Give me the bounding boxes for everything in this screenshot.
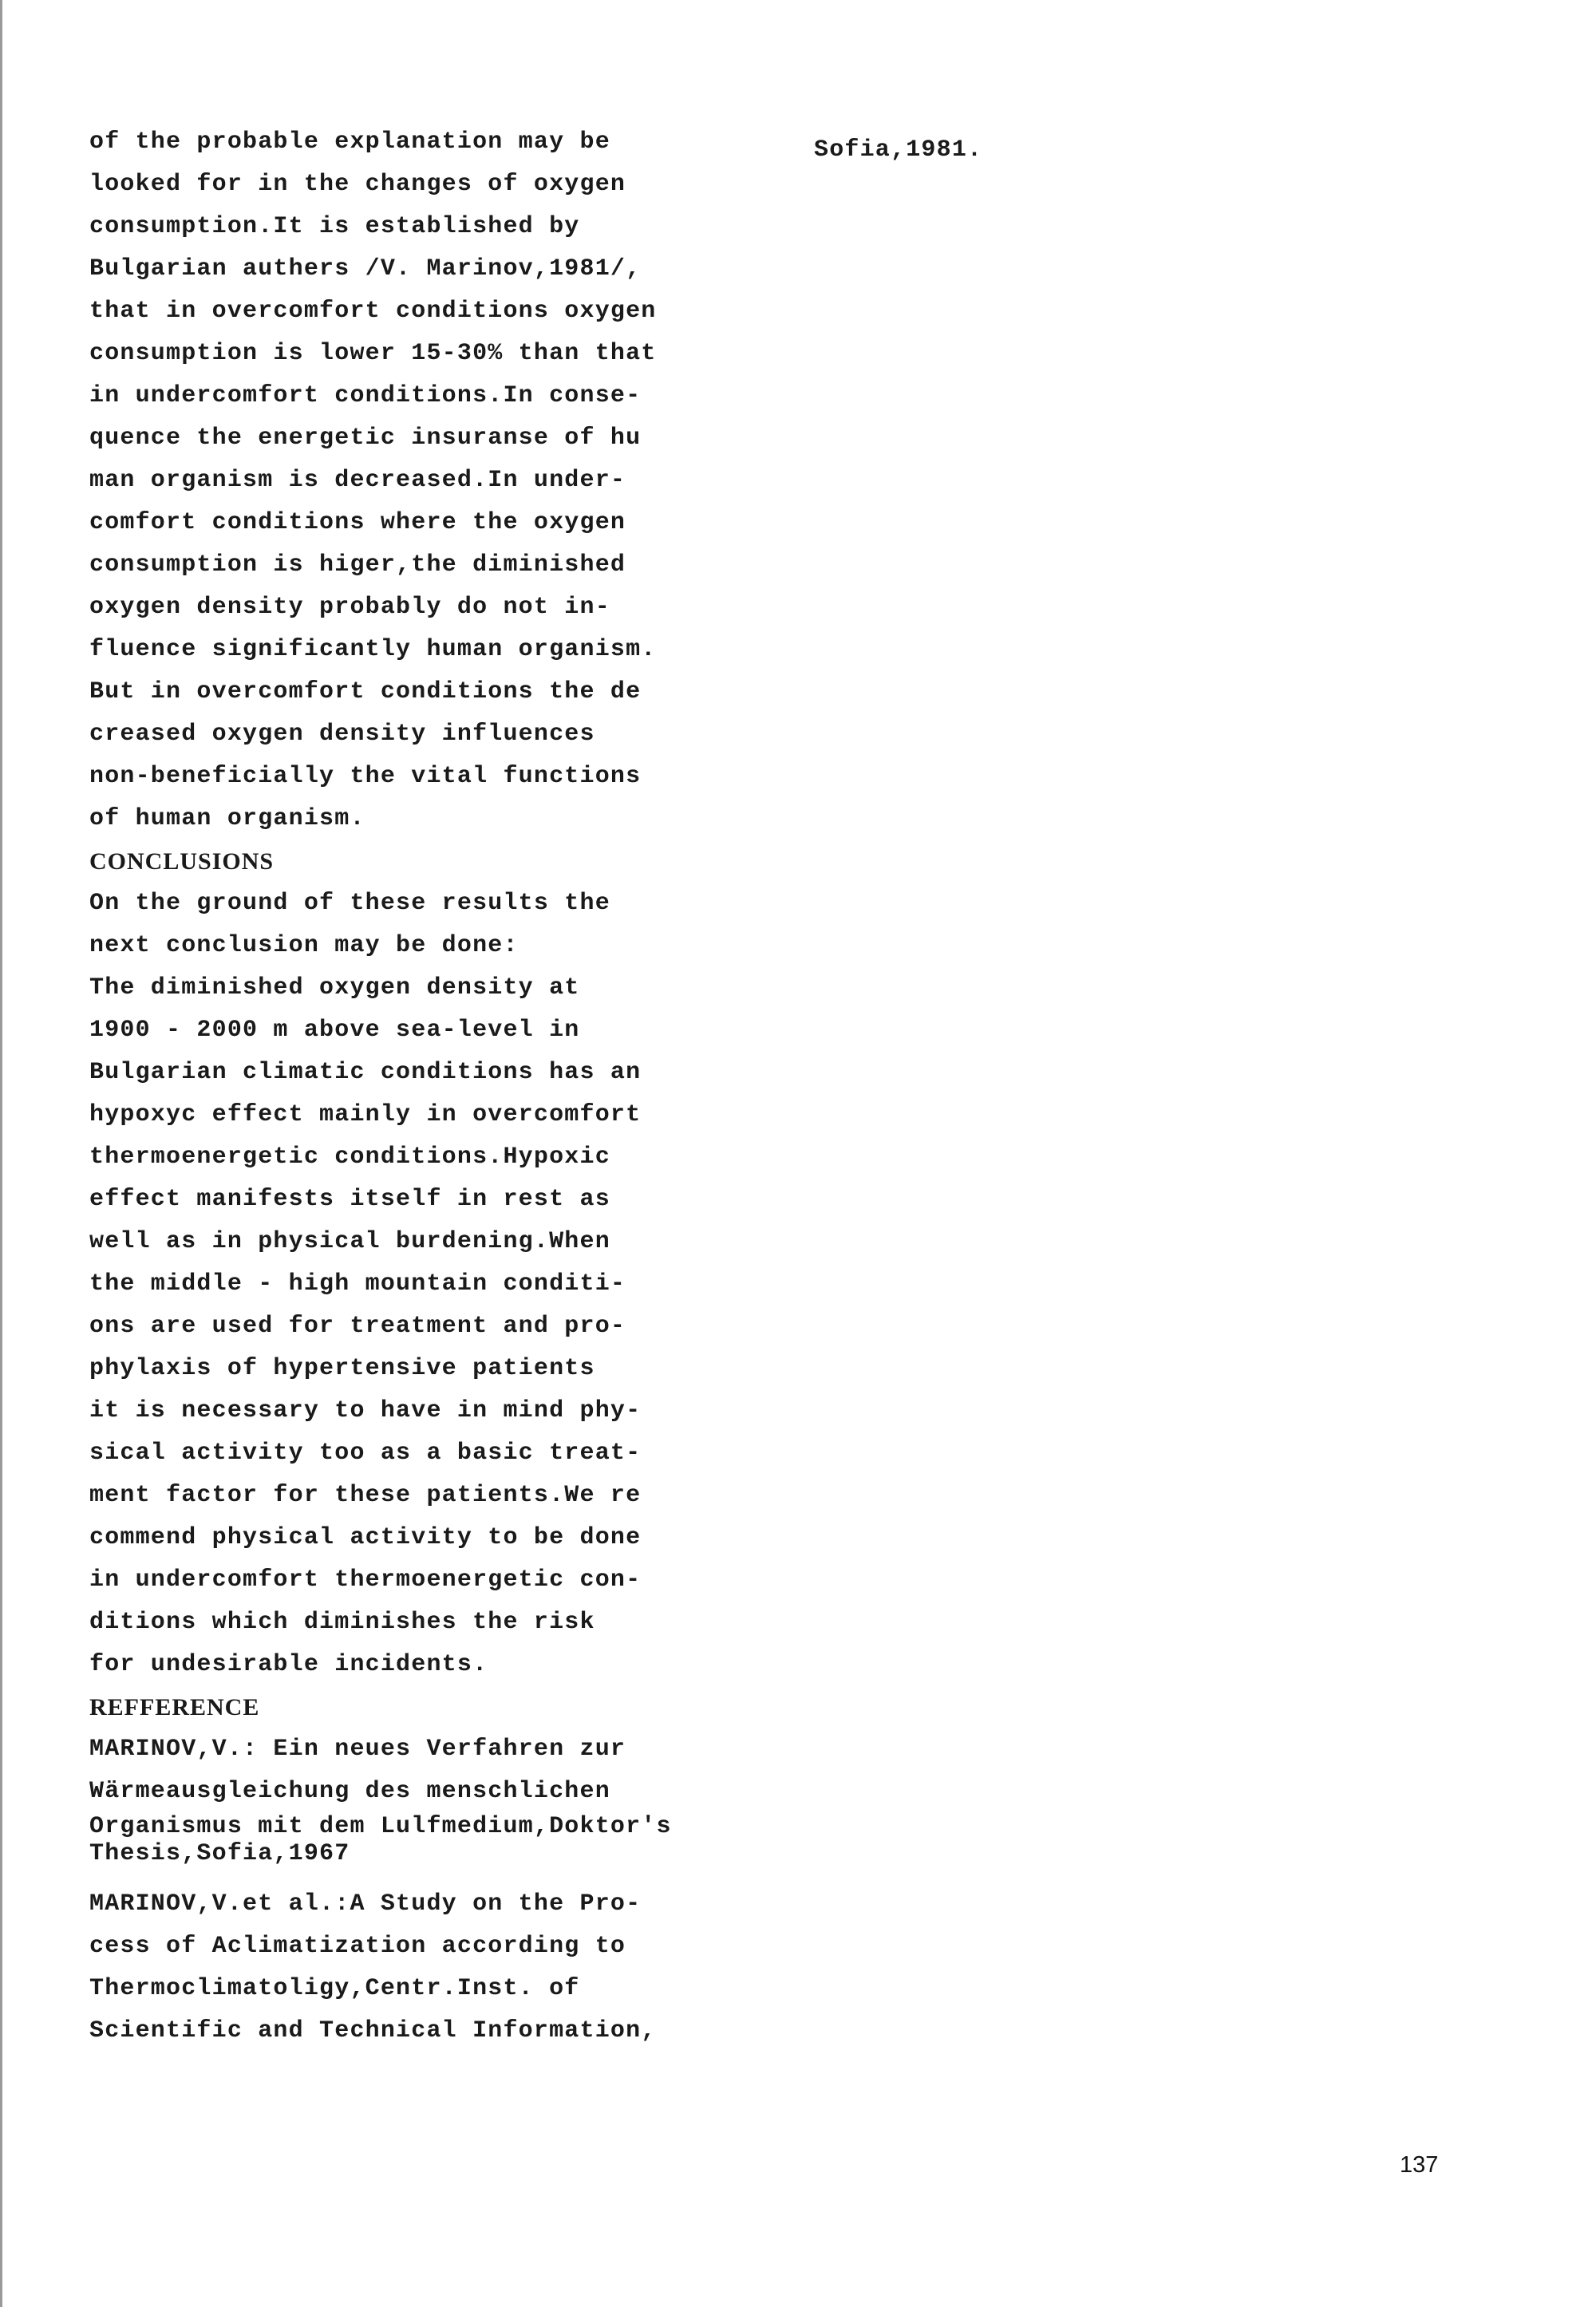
text-line: of human organism.: [89, 805, 365, 832]
reference-line: Thermoclimatoligy,Centr.Inst. of: [89, 1975, 580, 2002]
text-line: consumption is higer,the diminished: [89, 551, 626, 579]
reference-line: Organismus mit dem Lulfmedium,Doktor's: [89, 1813, 672, 1840]
text-line: ment factor for these patients.We re: [89, 1482, 642, 1509]
text-line: Bulgarian climatic conditions has an: [89, 1059, 642, 1086]
reference-line: Scientific and Technical Information,: [89, 2017, 657, 2044]
left-column: [89, 121, 776, 2052]
text-line: the middle - high mountain conditi-: [89, 1270, 626, 1298]
text-line: non-beneficially the vital functions: [89, 763, 642, 790]
text-line: looked for in the changes of oxygen: [89, 171, 626, 198]
text-line: creased oxygen density influences: [89, 721, 595, 748]
text-line: fluence significantly human organism.: [89, 636, 657, 663]
text-line: for undesirable incidents.: [89, 1651, 488, 1678]
reference-line: cess of Aclimatization according to: [89, 1933, 626, 1960]
text-line: that in overcomfort conditions oxygen: [89, 298, 657, 325]
reference-heading: REFFERENCE: [89, 1694, 260, 1720]
conclusions-heading: CONCLUSIONS: [89, 848, 275, 875]
text-line: oxygen density probably do not in-: [89, 594, 610, 621]
text-line: man organism is decreased.In under-: [89, 467, 626, 494]
text-line: it is necessary to have in mind phy-: [89, 1397, 642, 1424]
text-line: in undercomfort conditions.In conse-: [89, 382, 642, 409]
text-line: But in overcomfort conditions the de: [89, 678, 642, 705]
text-line: quence the energetic insuranse of hu: [89, 425, 642, 452]
text-line: phylaxis of hypertensive patients: [89, 1355, 595, 1382]
text-line: effect manifests itself in rest as: [89, 1186, 610, 1213]
text-line: next conclusion may be done:: [89, 932, 519, 959]
reference-continuation: Sofia,1981.: [814, 136, 983, 164]
text-line: 1900 - 2000 m above sea-level in: [89, 1017, 580, 1044]
text-line: consumption.It is established by: [89, 213, 580, 240]
body-paragraph: [89, 121, 776, 840]
text-line: The diminished oxygen density at: [89, 974, 580, 1001]
text-line: commend physical activity to be done: [89, 1524, 642, 1551]
text-line: sical activity too as a basic treat-: [89, 1440, 642, 1467]
text-line: On the ground of these results the: [89, 890, 610, 917]
reference-line: MARINOV,V.et al.:A Study on the Pro-: [89, 1890, 642, 1918]
conclusions-paragraph: [89, 883, 776, 1686]
page-number: 137: [1400, 2152, 1439, 2178]
text-line: ons are used for treatment and pro-: [89, 1313, 626, 1340]
reference-line: Wärmeausgleichung des menschlichen: [89, 1778, 610, 1805]
text-line: in undercomfort thermoenergetic con-: [89, 1566, 642, 1594]
text-line: consumption is lower 15-30% than that: [89, 340, 657, 367]
reference-entry: [89, 1883, 776, 2052]
reference-entry: [89, 1728, 776, 1867]
text-line: of the probable explanation may be: [89, 128, 610, 156]
text-line: well as in physical burdening.When: [89, 1228, 610, 1255]
reference-line: MARINOV,V.: Ein neues Verfahren zur: [89, 1736, 626, 1763]
text-line: Bulgarian authers /V. Marinov,1981/,: [89, 255, 642, 282]
text-line: thermoenergetic conditions.Hypoxic: [89, 1144, 610, 1171]
right-column: [814, 129, 1133, 172]
text-line: comfort conditions where the oxygen: [89, 509, 626, 536]
text-line: ditions which diminishes the risk: [89, 1609, 595, 1636]
text-line: hypoxyc effect mainly in overcomfort: [89, 1101, 642, 1128]
page-edge: [0, 0, 2, 2307]
reference-line: Thesis,Sofia,1967: [89, 1840, 350, 1867]
